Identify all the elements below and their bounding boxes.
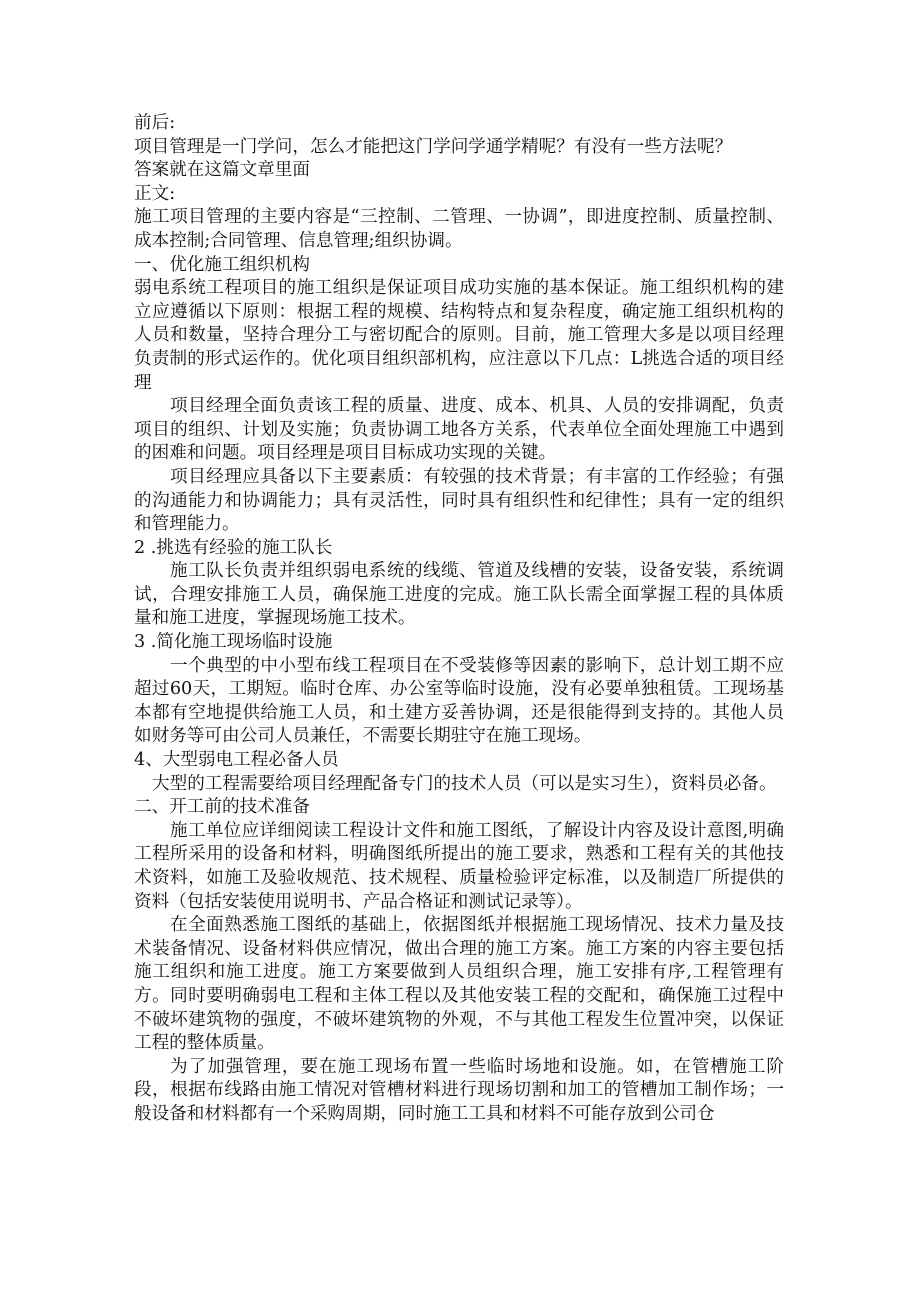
section2-paragraph-1: 施工单位应详细阅读工程设计文件和施工图纸，了解设计内容及设计意图,明确工程所采用的设备和材料，明确图纸所提出的施工要求，熟悉和工程有关的其他技术资料，如施工及验收规范、技术规程、质量检验评定标准，以及制造厂所提供的资料（包括安装使用说明书、产品合格证和测试记录等）。 — [134, 820, 784, 912]
item4-paragraph: 大型的工程需要给项目经理配备专门的技术人员（可以是实习生），资料员必备。 — [152, 773, 777, 794]
intro-answer: 答案就在这篇文章里面 — [134, 160, 310, 181]
section2-paragraph-2: 在全面熟悉施工图纸的基础上，依据图纸并根据施工现场情况、技术力量及技术装备情况、设备材料供应情况，做出合理的施工方案。施工方案的内容主要包括施工组织和施工进度。施工方案要做到人员组织合理，施工安排有序,工程管理有方。同时要明确弱电工程和主体工程以及其他安装工程的交配和，确保施工过程中不破坏建筑物的强度，不破坏建筑物的外观，不与其他工程发生位置冲突，以保证工程的整体质量。 — [134, 915, 784, 1054]
item3-paragraph: 一个典型的中小型布线工程项目在不受装修等因素的影响下，总计划工期不应超过60天，工期短。临时仓库、办公室等临时设施，没有必要单独租赁。工现场基本都有空地提供给施工人员，和土建方妥善协调，还是很能得到支持的。其他人员如财务等可由公司人员兼任，不需要长期驻守在施工现场。 — [134, 655, 784, 747]
item3-heading: 3 .简化施工现场临时设施 — [134, 632, 333, 653]
item2-heading: 2 .挑选有经验的施工队长 — [134, 537, 333, 558]
intro-question: 项目管理是一门学问，怎么才能把这门学问学通学精呢？有没有一些方法呢？ — [134, 136, 733, 157]
section2-heading: 二、开工前的技术准备 — [134, 797, 310, 818]
section1-paragraph-1: 弱电系统工程项目的施工组织是保证项目成功实施的基本保证。施工组织机构的建立应遵循以下原则：根据工程的规模、结构特点和复杂程度，确定施工组织机构的人员和数量，坚持合理分工与密切配合的原则。目前，施工管理大多是以项目经理负责制的形式运作的。优化项目组织部机构，应注意以下几点：L挑选合适的项目经理 — [134, 278, 784, 393]
body-label: 正文: — [134, 183, 176, 204]
item2-paragraph: 施工队长负责并组织弱电系统的线缆、管道及线槽的安装，设备安装，系统调试，合理安排施工人员，确保施工进度的完成。施工队长需全面掌握工程的具体质量和施工进度，掌握现场施工技术。 — [134, 561, 784, 629]
section1-paragraph-3: 项目经理应具备以下主要素质：有较强的技术背景；有丰富的工作经验；有强的沟通能力和协调能力；具有灵活性，同时具有组织性和纪律性；具有一定的组织和管理能力。 — [134, 466, 784, 535]
document-page — [134, 112, 784, 1127]
summary-paragraph: 施工项目管理的主要内容是“三控制、二管理、一协调”，即进度控制、质量控制、成本控制;合同管理、信息管理;组织协调。 — [134, 207, 784, 251]
section1-heading: 一、优化施工组织机构 — [134, 254, 310, 275]
section1-paragraph-2: 项目经理全面负责该工程的质量、进度、成本、机具、人员的安排调配，负责项目的组织、计划及实施；负责协调工地各方关系，代表单位全面处理施工中遇到的困难和问题。项目经理是项目目标成功实现的关键。 — [134, 396, 784, 464]
intro-label: 前后: — [134, 113, 176, 133]
item4-heading: 4、大型弱电工程必备人员 — [134, 750, 339, 771]
section2-paragraph-3: 为了加强管理，要在施工现场布置一些临时场地和设施。如，在管槽施工阶段，根据布线路由施工情况对管槽材料进行现场切割和加工的管槽加工制作场；一般设备和材料都有一个采购周期，同时施工工具和材料不可能存放到公司仓 — [134, 1056, 784, 1124]
